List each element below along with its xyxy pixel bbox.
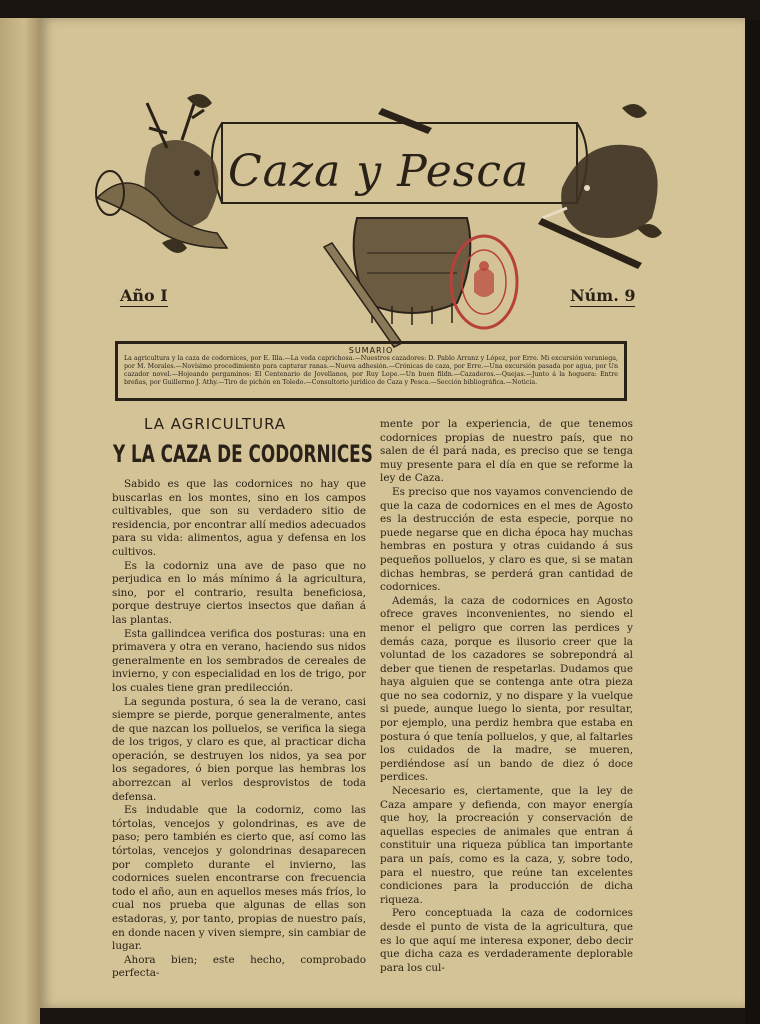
sumario-text: La agricultura y la caza de codornices, por E. Illa.—La veda caprichosa.—Nuestros cazadores: D. Pablo Arranz y López, por Erre. Mi excursión veraniega, por M. Morales.—Novísimo procedimiento para capturar ranas.—Nueva adhesión.—Crónicas de caza, por Erre.—Una excursión pasada por agua, por Un cazador novel.—Hojeando pergaminos: El Centenario de Jovellanos, por Ruy Lope.—Un buen fildn.—Cazaderos.—Quejas.—Junto á la hoguera: Entre breñas, por Guillermo J. Athy.—Tiro de pichón en Toledo.—Consultorio jurídico de Caza y Pesca.—Sección bibliográfica.—Noticia. xyxy=(124,355,618,387)
paragraph: Sabido es que las codornices no hay que buscarlas en los montes, sino en los campos cultivables, que son su verdadero sitio de residencia, por encontrar allí medios adecuados para su vida: alimentos, agua y defensa en los cultivos. xyxy=(112,478,366,558)
year-label: Año I xyxy=(120,286,168,305)
masthead-title: Caza y Pesca xyxy=(228,146,530,197)
newspaper-page xyxy=(40,18,745,1008)
paragraph: La segunda postura, ó sea la de verano, casi siempre se pierde, porque generalmente, antes de que nazcan los polluelos, se verifica la siega de los trigos, y claro es que, al practicar dicha operación, se destruyen los nidos, ya sea por los segadores, ó bien porque las hembras los aborrezcan al verlos desprovistos de toda defensa. xyxy=(112,695,366,803)
paragraph: Necesario es, ciertamente, que la ley de Caza ampare y defienda, con mayor energía que hoy, la procreación y conservación de aquellas especies de animales que entran á constituir una riqueza pública tan importante para un país, como es la caza, y, sobre todo, para el nuestro, que reúne tan excelentes condiciones para la producción de dicha riqueza. xyxy=(380,785,633,906)
article-column-1 xyxy=(112,478,366,981)
paragraph: Pero conceptuada la caza de codornices desde el punto de vista de la agricultura, que es lo que aquí me interesa exponer, debo decir que dicha caza es verdaderamente deplorable para los cul- xyxy=(380,907,633,974)
article-column-2 xyxy=(380,418,633,975)
paragraph: Además, la caza de codornices en Agosto ofrece graves inconvenientes, no siendo el menor el peligro que corren las perdices y demás caza, porque es ilusorio creer que la voluntad de los cazadores se sobrepondrá al deber que tienen de respetarlas. Dudamos que haya alguien que se contenga ante otra pieza que no sea codorniz, y no dispare y la vuelque si puede, aunque luego lo sienta, por resultar, por ejemplo, una perdiz hembra que estaba en postura ó que tenía polluelos, y que, al faltarles los cuidados de la madre, se mueren, perdiéndose así un bando de diez ó doce perdices. xyxy=(380,594,633,784)
page-shadow xyxy=(745,20,760,1024)
facing-page-edge xyxy=(0,18,40,1024)
paragraph: mente por la experiencia, de que tenemos codornices propias de nuestro país, que no salen de él pará nada, es preciso que se tenga muy presente para el día en que se reforme la ley de Caza. xyxy=(380,418,633,485)
sumario-heading: SUMARIO xyxy=(348,346,394,355)
library-stamp xyxy=(448,232,520,332)
paragraph: Es preciso que nos vayamos convenciendo de que la caza de codornices en el mes de Agosto es la destrucción de esta especie, porque no puede negarse que en dicha época hay muchas hembras en postura y otras cuidando á sus pequeños polluelos, y claro es que, si se matan dichas hembras, se perderá gran cantidad de codornices. xyxy=(380,485,633,594)
boar-head-icon xyxy=(542,145,658,238)
sumario-box xyxy=(115,341,627,401)
article-title: Y LA CAZA DE CODORNICES xyxy=(113,440,373,468)
paragraph: Es indudable que la codorniz, como las tórtolas, vencejos y golondrinas, es ave de paso; pero también es cierto que, así como las tórtolas, vencejos y golondrinas desaparecen por completo durante el invierno, las codornices suelen encontrarse con frecuencia todo el año, aun en aquellos meses más fríos, lo cual nos prueba que algunas de ellas son estadoras, y, por tanto, propias de nuestro país, en donde nacen y viven siempre, sin cambiar de lugar. xyxy=(112,804,366,953)
issue-number: Núm. 9 xyxy=(570,286,636,305)
masthead-illustration xyxy=(92,78,662,358)
paragraph: Es la codorniz una ave de paso que no perjudica en lo más mínimo á la agricultura, sino, por el contrario, resulta beneficiosa, porque destruye ciertos insectos que dañan á las plantas. xyxy=(112,559,366,626)
article-kicker: LA AGRICULTURA xyxy=(144,415,287,433)
paragraph: Ahora bien; este hecho, comprobado perfecta- xyxy=(112,953,366,980)
paragraph: Esta gallindcea verifica dos posturas: una en primavera y otra en verano, haciendo sus nidos generalmente en los sembrados de cereales de invierno, y con especialidad en los de trigo, por los cuales tiene gran predilección. xyxy=(112,627,366,694)
